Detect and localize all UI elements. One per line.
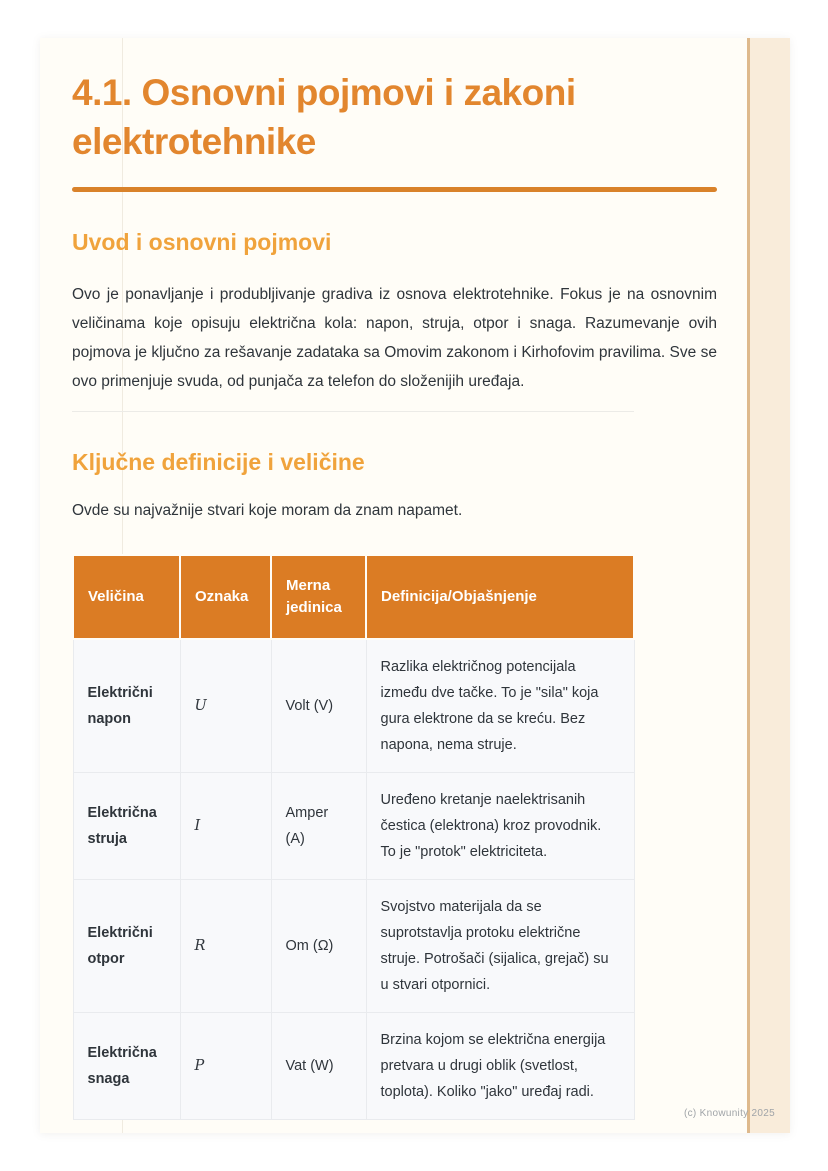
page-content bbox=[72, 38, 717, 1120]
column-header-definicija: Definicija/Objašnjenje bbox=[366, 555, 634, 639]
definition-cell: Svojstvo materijala da se suprotstavlja protoku električne struje. Potrošači (sijalica, grejač) su u stvari otpornici. bbox=[366, 879, 634, 1012]
definitions-lead: Ovde su najvažnije stvari koje moram da znam napamet. bbox=[72, 501, 463, 519]
term-cell: Električna struja bbox=[73, 772, 180, 879]
section-heading-intro: Uvod i osnovni pojmovi bbox=[72, 229, 332, 256]
column-header-velicina: Veličina bbox=[73, 555, 180, 639]
column-header-merna-jedinica: Merna jedinica bbox=[271, 555, 366, 639]
definitions-table bbox=[72, 554, 635, 1120]
definition-cell: Uređeno kretanje naelektrisanih čestica (elektrona) kroz provodnik. To je "protok" elektriciteta. bbox=[366, 772, 634, 879]
term-cell: Električni otpor bbox=[73, 879, 180, 1012]
table-row bbox=[73, 772, 634, 879]
unit-cell: Vat (W) bbox=[271, 1012, 366, 1119]
symbol-cell: I bbox=[180, 772, 271, 879]
notes-page-card bbox=[40, 38, 790, 1133]
table-row bbox=[73, 879, 634, 1012]
page-title: 4.1. Osnovni pojmovi i zakoni elektrotehnike bbox=[72, 72, 576, 163]
section-heading-definitions: Ključne definicije i veličine bbox=[72, 449, 365, 476]
table-row bbox=[73, 639, 634, 773]
term-cell: Električna snaga bbox=[73, 1012, 180, 1119]
term-cell: Električni napon bbox=[73, 639, 180, 773]
definition-cell: Razlika električnog potencijala između dve tačke. To je "sila" koja gura elektrone da se kreću. Bez napona, nema struje. bbox=[366, 639, 634, 773]
copyright-credit: (c) Knowunity 2025 bbox=[683, 1108, 775, 1119]
unit-cell: Volt (V) bbox=[271, 639, 366, 773]
section-divider bbox=[72, 411, 634, 412]
page-edge-strip bbox=[747, 38, 790, 1133]
unit-cell: Amper (A) bbox=[271, 772, 366, 879]
symbol-cell: R bbox=[180, 879, 271, 1012]
intro-paragraph: Ovo je ponavljanje i produbljivanje gradiva iz osnova elektrotehnike. Fokus je na osnovnim veličinama koje opisuju električna kola: napon, struja, otpor i snaga. Razumevanje ovih pojmova je ključno za rešavanje zadataka sa Omovim zakonom i Kirhofovim pravilima. Sve se ovo primenjuje svuda, od punjača za telefon do složenijih uređaja. bbox=[72, 286, 717, 391]
symbol-cell: P bbox=[180, 1012, 271, 1119]
definition-cell: Brzina kojom se električna energija pretvara u drugi oblik (svetlost, toplota). Koliko "jako" uređaj radi. bbox=[366, 1012, 634, 1119]
column-header-oznaka: Oznaka bbox=[180, 555, 271, 639]
table-header-row bbox=[73, 555, 634, 639]
table-row bbox=[73, 1012, 634, 1119]
unit-cell: Om (Ω) bbox=[271, 879, 366, 1012]
symbol-cell: U bbox=[180, 639, 271, 773]
title-divider bbox=[72, 187, 717, 192]
